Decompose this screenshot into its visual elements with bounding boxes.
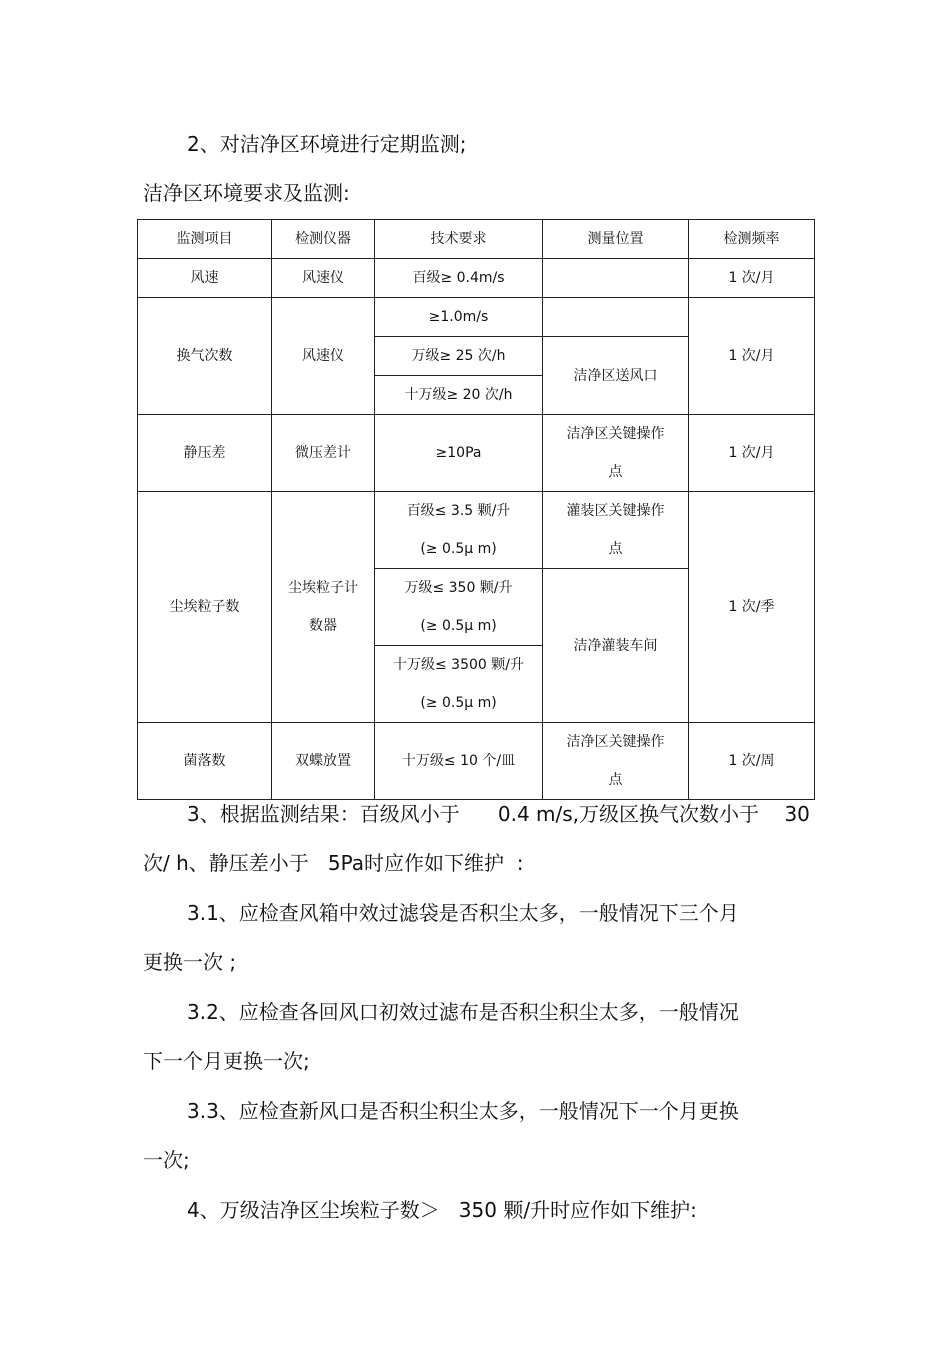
- header-frequency: 检测频率: [689, 220, 815, 259]
- cell-requirement-line: 万级≤ 350 颗/升: [404, 580, 513, 596]
- cell-location: [543, 492, 689, 569]
- cell-location-line: 洁净区关键操作: [566, 426, 665, 442]
- cell-location: 洁净区送风口: [543, 337, 689, 415]
- header-requirement: 技术要求: [375, 220, 543, 259]
- cell-location-line: 点: [608, 541, 623, 557]
- cell-instrument: 风速仪: [272, 259, 375, 298]
- header-instrument: 检测仪器: [272, 220, 375, 259]
- cell-frequency: 1 次/季: [689, 492, 815, 723]
- cell-requirement-line: (≥ 0.5μ m): [420, 541, 497, 557]
- cell-item: 静压差: [138, 415, 272, 492]
- cell-requirement: ≥1.0m/s: [375, 298, 543, 337]
- cell-requirement-line: 百级≤ 3.5 颗/升: [406, 503, 511, 519]
- table-caption: 洁净区环境要求及监测:: [143, 181, 350, 205]
- table-row: [138, 492, 815, 569]
- paragraph-item-3-3-line2: 一次;: [143, 1148, 190, 1172]
- cell-location-line: 点: [608, 772, 623, 788]
- cell-requirement: 百级≥ 0.4m/s: [375, 259, 543, 298]
- cell-requirement-line: 十万级≤ 3500 颗/升: [393, 657, 524, 673]
- paragraph-item-3-1-line1: 3.1、应检查风箱中效过滤袋是否积尘太多，一般情况下三个月: [187, 901, 739, 925]
- paragraph-results-line2: 次/ h、静压差小于 5Pa时应作如下维护 :: [143, 851, 524, 875]
- paragraph-item-3-2-line2: 下一个月更换一次;: [143, 1049, 310, 1073]
- cell-requirement-line: (≥ 0.5μ m): [420, 695, 497, 711]
- cell-requirement-line: (≥ 0.5μ m): [420, 618, 497, 634]
- cell-frequency: 1 次/月: [689, 259, 815, 298]
- table-row: [138, 298, 815, 337]
- cell-item: 风速: [138, 259, 272, 298]
- cell-location: [543, 723, 689, 800]
- table-row: [138, 259, 815, 298]
- cell-item: 换气次数: [138, 298, 272, 415]
- cell-location-line: 点: [608, 464, 623, 480]
- cell-frequency: 1 次/周: [689, 723, 815, 800]
- cell-location: [543, 259, 689, 298]
- paragraph-item-3-3-line1: 3.3、应检查新风口是否积尘积尘太多，一般情况下一个月更换: [187, 1099, 739, 1123]
- paragraph-item-3-1-line2: 更换一次 ;: [143, 950, 237, 974]
- cell-requirement: [375, 646, 543, 723]
- table-header-row: [138, 220, 815, 259]
- header-item: 监测项目: [138, 220, 272, 259]
- cell-item: 菌落数: [138, 723, 272, 800]
- cell-frequency: 1 次/月: [689, 298, 815, 415]
- cell-requirement: ≥10Pa: [375, 415, 543, 492]
- paragraph-results-line1: 3、根据监测结果：百级风小于 0.4 m/s,万级区换气次数小于 30: [187, 802, 810, 826]
- paragraph-item-3-2-line1: 3.2、应检查各回风口初效过滤布是否积尘积尘太多，一般情况: [187, 1000, 739, 1024]
- cell-item: 尘埃粒子数: [138, 492, 272, 723]
- cell-frequency: 1 次/月: [689, 415, 815, 492]
- cell-requirement: 十万级≥ 20 次/h: [375, 376, 543, 415]
- cell-instrument-line: 尘埃粒子计: [288, 580, 358, 596]
- paragraph-monitoring: 2、对洁净区环境进行定期监测;: [187, 132, 467, 156]
- table-row: [138, 723, 815, 800]
- cell-requirement: 万级≥ 25 次/h: [375, 337, 543, 376]
- cell-instrument: 双蝶放置: [272, 723, 375, 800]
- table-row: [138, 415, 815, 492]
- cell-location: 洁净灌装车间: [543, 569, 689, 723]
- cell-instrument: 微压差计: [272, 415, 375, 492]
- header-location: 测量位置: [543, 220, 689, 259]
- cell-requirement: 十万级≤ 10 个/皿: [375, 723, 543, 800]
- cell-instrument-line: 数器: [309, 618, 337, 634]
- paragraph-item-4: 4、万级洁净区尘埃粒子数＞ 350 颗/升时应作如下维护:: [187, 1198, 697, 1222]
- cell-requirement: [375, 569, 543, 646]
- cell-location-line: 洁净区关键操作: [566, 734, 665, 750]
- cell-location-line: 灌装区关键操作: [566, 503, 665, 519]
- cell-instrument: 风速仪: [272, 298, 375, 415]
- monitoring-table: [137, 219, 815, 800]
- cell-location: [543, 415, 689, 492]
- cell-instrument: [272, 492, 375, 723]
- cell-location: [543, 298, 689, 337]
- cell-requirement: [375, 492, 543, 569]
